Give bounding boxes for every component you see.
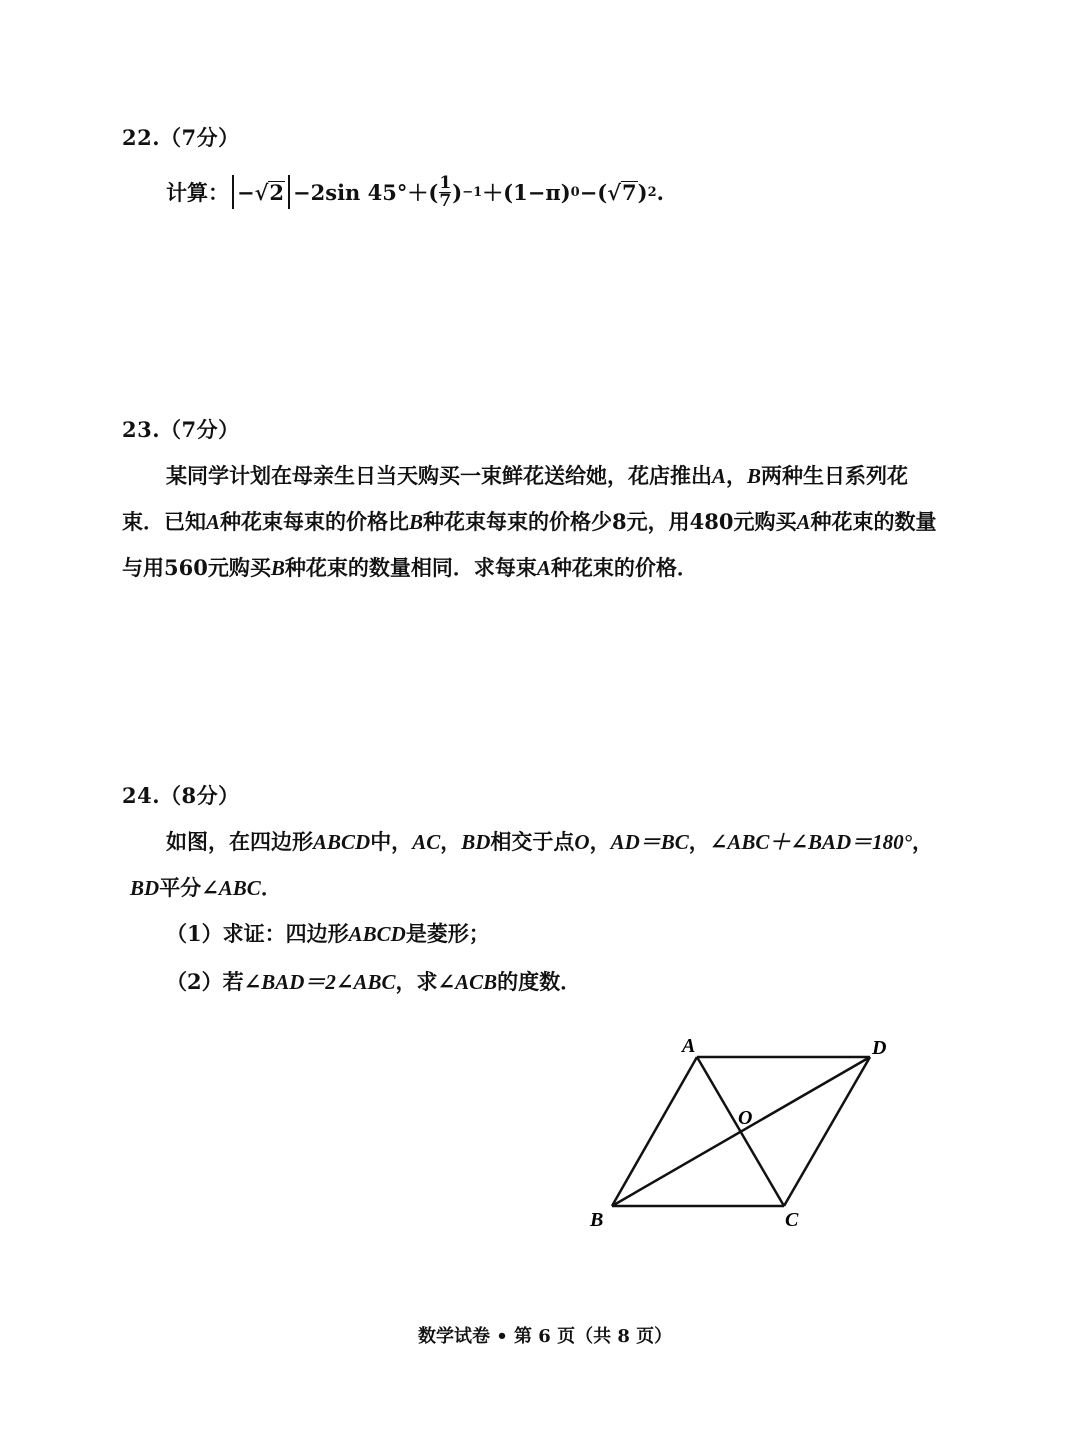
abs-bar-left	[232, 175, 234, 209]
page-footer: 数学试卷 • 第 6 页（共 8 页）	[418, 1326, 673, 1347]
q23-line1: 某同学计划在母亲生日当天购买一束鲜花送给她，花店推出A，B两种生日系列花	[166, 463, 909, 488]
label-b: B	[590, 1209, 604, 1231]
label-o: O	[738, 1107, 753, 1129]
fraction-1-7: $\frac{1}{7}$	[439, 172, 452, 211]
q23-number: 23.（7分）	[122, 417, 240, 442]
q23-line3: 与用560元购买B种花束的数量相同．求每束A种花束的价格．	[122, 555, 698, 580]
exp-0: 0	[570, 184, 580, 200]
q22-term3: ＋(1−π)	[482, 180, 571, 205]
label-d: D	[872, 1037, 887, 1059]
side-cd	[784, 1057, 870, 1206]
q22-formula: 计算： − √ 2 −2sin 45°＋( $\frac{1}{7}$ ) −1 ＋(1−π) 0 −( √ 7 ) 2 .	[166, 172, 664, 211]
sqrt-7: √ 7	[607, 179, 637, 205]
label-c: C	[785, 1209, 799, 1231]
diagonal-bd	[612, 1057, 870, 1206]
q24-number: 24.（8分）	[122, 783, 240, 808]
q24-sub1: （1）求证：四边形ABCD是菱形；	[166, 921, 490, 946]
q22-abs-minus: −	[237, 179, 255, 205]
q22-term2: −2sin 45°＋(	[293, 180, 439, 205]
sqrt-2: √ 2	[254, 179, 285, 205]
rhombus-figure	[580, 1030, 920, 1240]
side-ab	[612, 1057, 697, 1206]
q24-line1: 如图，在四边形ABCD中，AC，BD相交于点O，AD＝BC，∠ABC＋∠BAD＝180°，	[166, 829, 934, 854]
label-a: A	[682, 1035, 696, 1057]
q24-line2: BD平分∠ABC．	[130, 875, 282, 900]
abs-bar-right	[288, 175, 290, 209]
q23-line2: 束．已知A种花束每束的价格比B种花束每束的价格少8元，用480元购买A种花束的数量	[122, 509, 937, 534]
q22-prefix: 计算：	[166, 180, 229, 205]
exp-2: 2	[647, 184, 657, 200]
q22-term4: −(	[579, 179, 608, 205]
q24-sub2: （2）若∠BAD＝2∠ABC，求∠ACB的度数．	[166, 969, 582, 994]
exp-neg1: −1	[462, 184, 483, 200]
q22-number: 22.（7分）	[122, 125, 240, 150]
